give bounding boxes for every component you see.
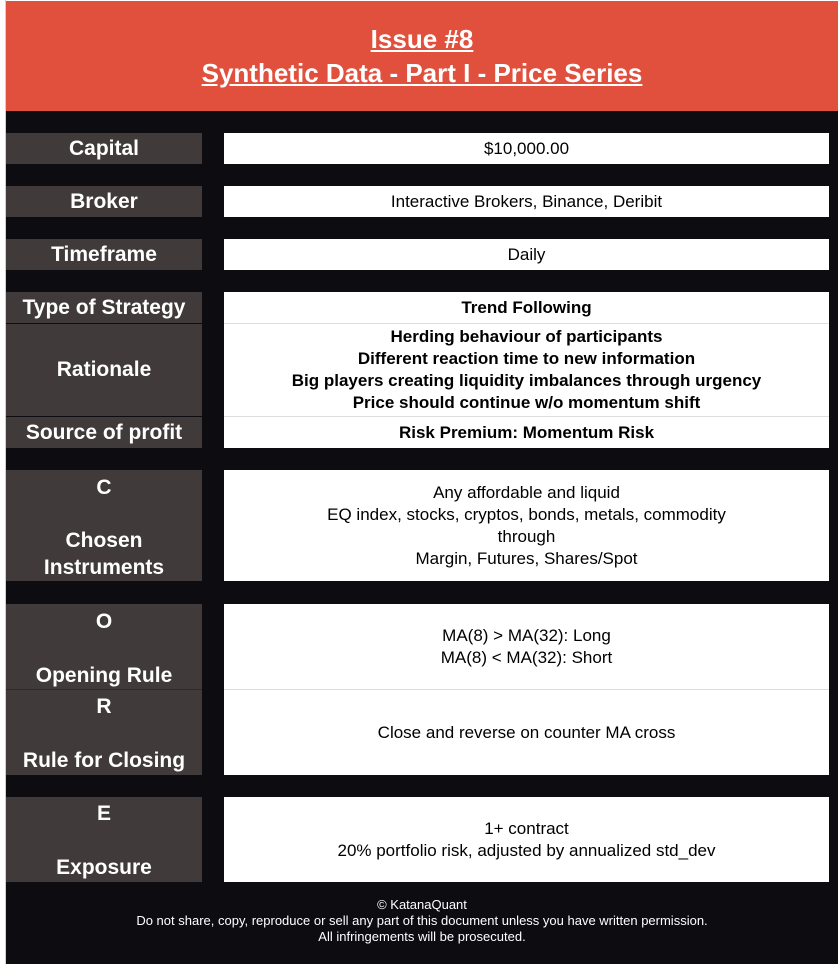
- crore-letter-o: O: [95, 610, 113, 633]
- instruments-line: Any affordable and liquid: [433, 482, 620, 502]
- broker-label: [6, 186, 202, 217]
- strategy-type-label-text: Type of Strategy: [22, 295, 186, 319]
- rationale-line: Price should continue w/o momentum shift: [352, 393, 701, 412]
- instruments-line: EQ index, stocks, cryptos, bonds, metals, commodity: [327, 504, 726, 524]
- rationale-line: Herding behaviour of participants: [390, 327, 663, 346]
- broker-value: [224, 186, 829, 217]
- closing-rule-value-text: Close and reverse on counter MA cross: [377, 722, 676, 742]
- timeframe-value: [224, 239, 829, 270]
- header-banner: [6, 1, 838, 111]
- source-of-profit-label-text: Source of profit: [25, 420, 183, 444]
- exposure-label: [6, 797, 202, 882]
- source-of-profit-label: [6, 417, 202, 448]
- opening-rule-label-text: Opening Rule: [35, 664, 173, 687]
- capital-value-text: $10,000.00: [483, 138, 570, 158]
- capital-label: [6, 133, 202, 164]
- broker-value-text: Interactive Brokers, Binance, Deribit: [390, 191, 663, 211]
- source-of-profit-value: [224, 417, 829, 448]
- strategy-sheet: [6, 1, 838, 964]
- issue-title: Synthetic Data - Part I - Price Series: [201, 58, 643, 88]
- instruments-line: through: [497, 526, 556, 546]
- exposure-line: 20% portfolio risk, adjusted by annualized std_dev: [337, 840, 716, 860]
- rationale-value: [224, 324, 829, 416]
- strategy-type-value-text: Trend Following: [461, 297, 592, 317]
- source-of-profit-value-text: Risk Premium: Momentum Risk: [398, 422, 655, 442]
- opening-rule-value: [224, 604, 829, 689]
- rationale-line: Big players creating liquidity imbalances through urgency: [291, 371, 762, 390]
- crore-letter-e: E: [96, 802, 111, 825]
- strategy-type-label: [6, 292, 202, 323]
- exposure-label-text: Exposure: [56, 856, 152, 879]
- rationale-line: Different reaction time to new information: [357, 349, 696, 368]
- footer-warning: All infringements will be prosecuted.: [318, 929, 526, 944]
- crore-letter-r: R: [96, 695, 112, 718]
- timeframe-label-text: Timeframe: [51, 242, 157, 266]
- timeframe-value-text: Daily: [507, 244, 546, 264]
- footer: [6, 897, 838, 945]
- timeframe-label: [6, 239, 202, 270]
- chosen-instruments-label-text: Chosen Instruments: [43, 529, 165, 579]
- exposure-value: [224, 797, 829, 882]
- rationale-label: [6, 324, 202, 416]
- capital-label-text: Capital: [68, 136, 139, 160]
- footer-copyright: © KatanaQuant: [377, 897, 467, 912]
- issue-number: Issue #8: [370, 24, 474, 54]
- footer-notice: Do not share, copy, reproduce or sell any part of this document unless you have written permission.: [136, 913, 708, 928]
- exposure-line: 1+ contract: [484, 818, 569, 838]
- rationale-label-text: Rationale: [56, 358, 152, 381]
- opening-rule-line: MA(8) > MA(32): Long: [442, 625, 611, 645]
- opening-rule-label: [6, 604, 202, 689]
- closing-rule-label-text: Rule for Closing: [22, 749, 186, 772]
- strategy-type-value: [224, 292, 829, 323]
- crore-letter-c: C: [96, 476, 112, 499]
- chosen-instruments-label: [6, 470, 202, 581]
- closing-rule-label: [6, 690, 202, 775]
- capital-value: [224, 133, 829, 164]
- closing-rule-value: [224, 690, 829, 775]
- broker-label-text: Broker: [70, 189, 138, 213]
- chosen-instruments-value: [224, 470, 829, 581]
- instruments-line: Margin, Futures, Shares/Spot: [415, 548, 638, 568]
- opening-rule-line: MA(8) < MA(32): Short: [440, 647, 613, 667]
